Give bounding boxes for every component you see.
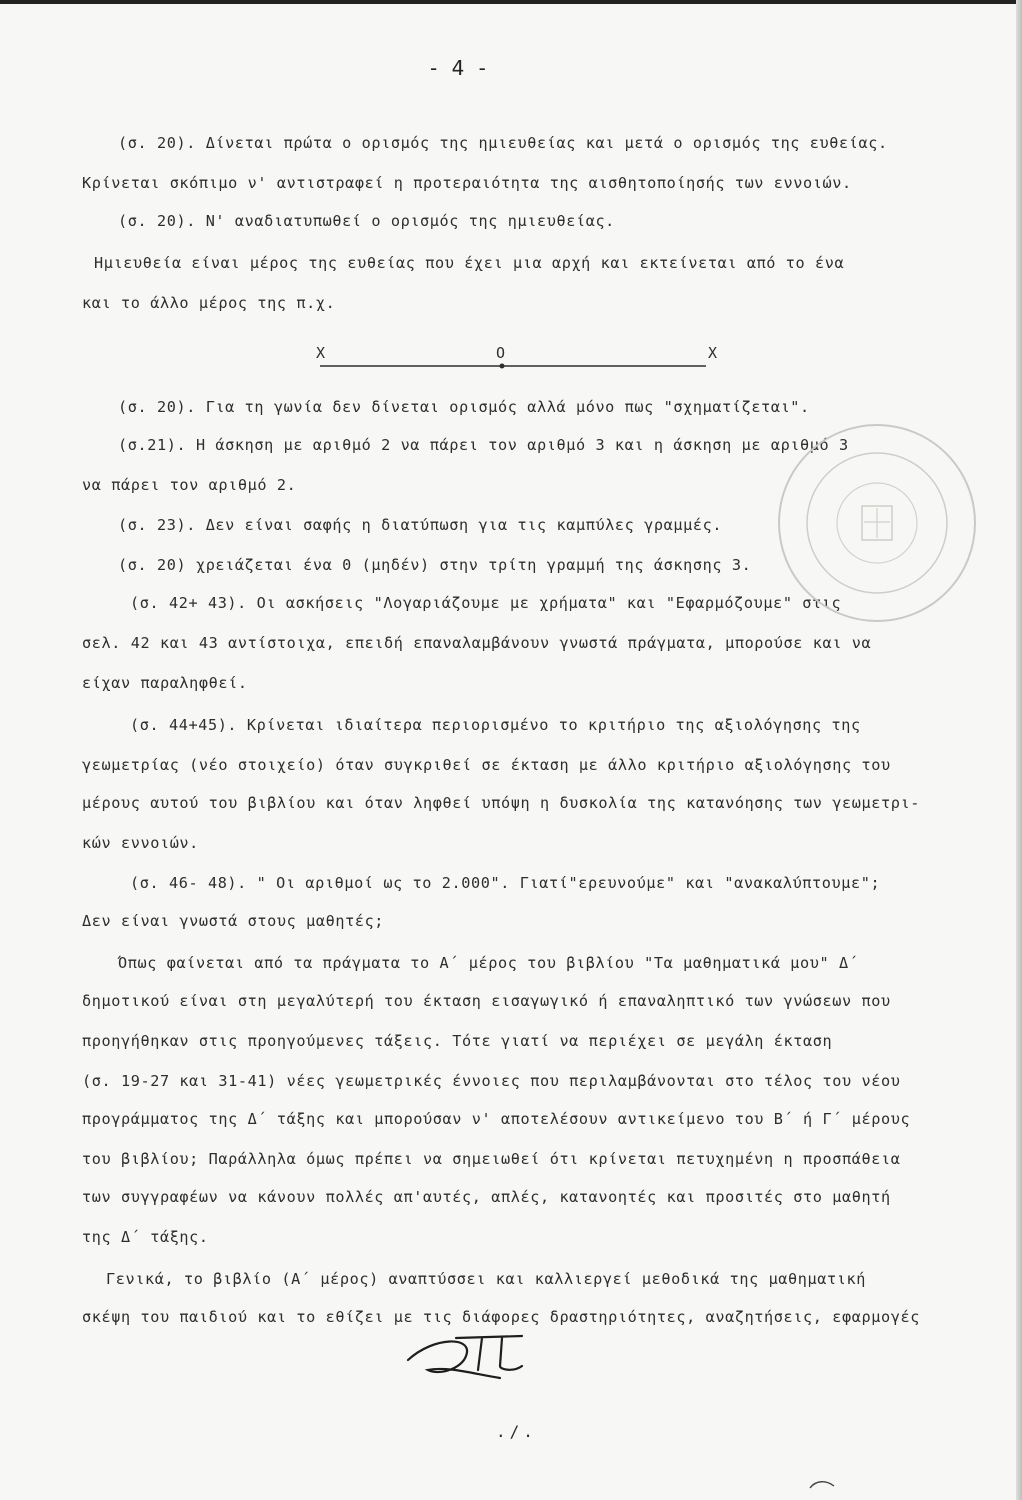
diagram-label-right: X <box>708 344 718 362</box>
text-line: (σ. 23). Δεν είναι σαφής η διατύπωση για τις καμπύλες γραμμές. <box>118 516 723 534</box>
text-line: (σ. 20). Για τη γωνία δεν δίνεται ορισμός αλλά μόνο πως "σχηματίζεται". <box>118 398 810 416</box>
diagram-label-middle: O <box>496 344 506 362</box>
scan-edge-right <box>1016 0 1022 1500</box>
text-line: προηγήθηκαν στις προηγούμενες τάξεις. Τότε γιατί να περιέχει σε μεγάλη έκταση <box>82 1032 833 1050</box>
text-line: (σ.21). Η άσκηση με αριθμό 2 να πάρει τον αριθμό 3 και η άσκηση με αριθμό 3 <box>118 436 849 454</box>
text-line: να πάρει τον αριθμό 2. <box>82 476 297 494</box>
text-line: των συγγραφέων να κάνουν πολλές απ'αυτές, απλές, κατανοητές και προσιτές στο μαθητή <box>82 1188 891 1206</box>
diagram-label-left: X <box>316 344 326 362</box>
text-line: σκέψη του παιδιού και το εθίζει με τις διάφορες δραστηριότητες, αναζητήσεις, εφαρμογές <box>82 1308 920 1326</box>
scan-mark <box>808 1478 836 1490</box>
text-line: της Δ΄ τάξης. <box>82 1228 209 1246</box>
text-line: (σ. 20). Ν' αναδιατυπωθεί ο ορισμός της ημιευθείας. <box>118 212 615 230</box>
text-line: (σ. 44+45). Κρίνεται ιδιαίτερα περιορισμένο το κριτήριο της αξιολόγησης της <box>130 716 861 734</box>
text-line: γεωμετρίας (νέο στοιχείο) όταν συγκριθεί σε έκταση με άλλο κριτήριο αξιολόγησης του <box>82 756 891 774</box>
text-line: του βιβλίου; Παράλληλα όμως πρέπει να σημειωθεί ότι κρίνεται πετυχημένη η προσπάθεια <box>82 1150 901 1168</box>
diagram-origin-point <box>500 364 505 369</box>
text-line: (σ. 19-27 και 31-41) νέες γεωμετρικές έννοιες που περιλαμβάνονται στο τέλος του νέου <box>82 1072 901 1090</box>
text-line: σελ. 42 και 43 αντίστοιχα, επειδή επαναλαμβάνουν γνωστά πράγματα, μπορούσε και να <box>82 634 872 652</box>
text-line: (σ. 42+ 43). Οι ασκήσεις "Λογαριάζουμε με χρήματα" και "Εφαρμόζουμε" στις <box>130 594 842 612</box>
text-line: προγράμματος της Δ΄ τάξης και μπορούσαν ν' αποτελέσουν αντικείμενο του Β΄ ή Γ΄ μέρους <box>82 1110 911 1128</box>
text-line: και το άλλο μέρος της π.χ. <box>82 294 336 312</box>
text-line: δημοτικού είναι στη μεγαλύτερή του έκταση εισαγωγικό ή επαναληπτικό των γνώσεων που <box>82 992 891 1010</box>
page-footer-continuation: ./. <box>496 1422 537 1441</box>
text-line: (σ. 20). Δίνεται πρώτα ο ορισμός της ημιευθείας και μετά ο ορισμός της ευθείας. <box>118 134 888 152</box>
text-line: Όπως φαίνεται από τα πράγματα το Α΄ μέρος του βιβλίου "Τα μαθηματικά μου" Δ΄ <box>118 954 859 972</box>
text-line: μέρους αυτού του βιβλίου και όταν ληφθεί υπόψη η δυσκολία της κατανόησης των γεωμετρι- <box>82 794 920 812</box>
text-line: (σ. 46- 48). " Οι αριθμοί ως το 2.000". Γιατί"ερευνούμε" και "ανακαλύπτουμε"; <box>130 874 881 892</box>
handwritten-signature <box>404 1330 534 1390</box>
text-line: κών εννοιών. <box>82 834 199 852</box>
page-number: - 4 - <box>430 56 490 80</box>
half-line-diagram <box>316 342 736 372</box>
official-seal-stamp <box>772 418 982 628</box>
text-line: Ημιευθεία είναι μέρος της ευθείας που έχει μια αρχή και εκτείνεται από το ένα <box>94 254 845 272</box>
text-line: είχαν παραληφθεί. <box>82 674 248 692</box>
text-line: Γενικά, το βιβλίο (Α΄ μέρος) αναπτύσσει και καλλιεργεί μεθοδικά της μαθηματική <box>106 1270 867 1288</box>
text-line: Κρίνεται σκόπιμο ν' αντιστραφεί η προτεραιότητα της αισθητοποίησής των εννοιών. <box>82 174 852 192</box>
text-line: (σ. 20) χρειάζεται ένα 0 (μηδέν) στην τρίτη γραμμή της άσκησης 3. <box>118 556 752 574</box>
text-line: Δεν είναι γνωστά στους μαθητές; <box>82 912 385 930</box>
scan-edge-top <box>0 0 1022 4</box>
